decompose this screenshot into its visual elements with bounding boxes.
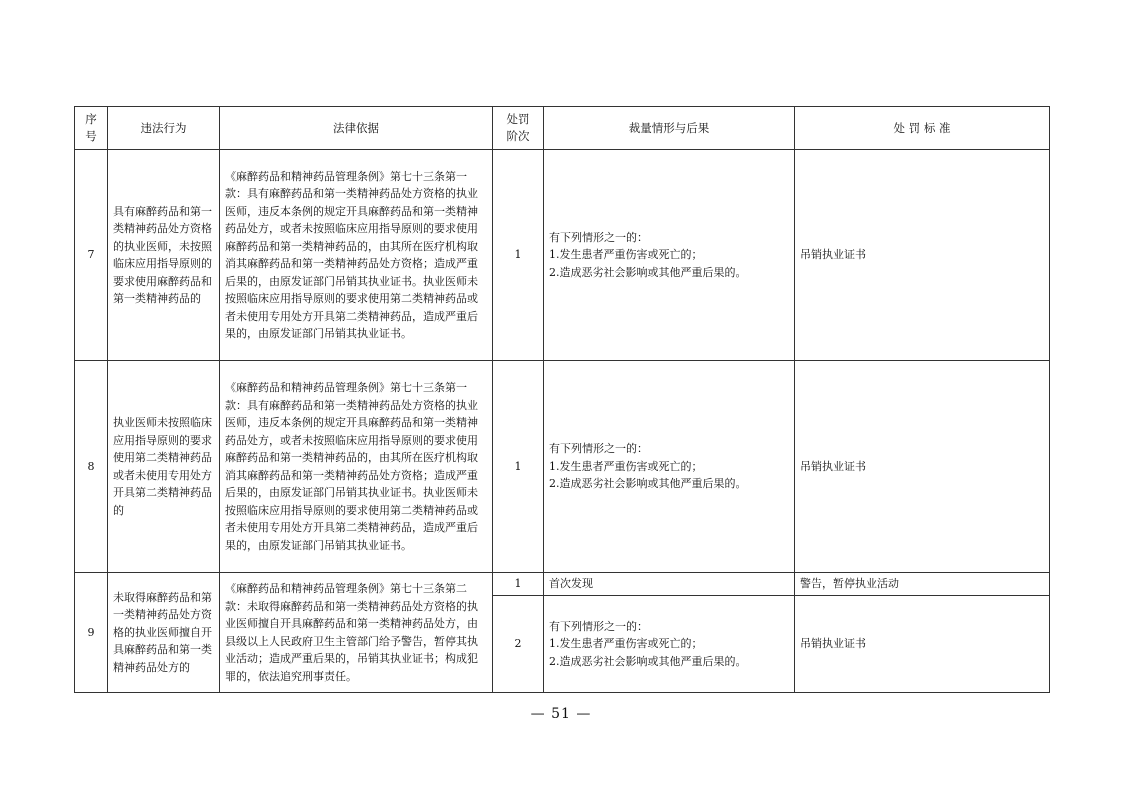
header-circumstances: 裁量情形与后果 [544, 107, 795, 150]
row-act: 执业医师未按照临床应用指导原则的要求使用第二类精神药品或者未使用专用处方开具第二类精神药品的 [108, 361, 220, 573]
row-circumstances: 首次发现 [544, 573, 795, 596]
row-times: 1 [493, 150, 544, 361]
row-standard: 吊销执业证书 [795, 596, 1050, 693]
row-basis: 《麻醉药品和精神药品管理条例》第七十三条第一款：具有麻醉药品和第一类精神药品处方资格的执业医师，违反本条例的规定开具麻醉药品和第一类精神药品处方，或者未按照临床应用指导原则的要求使用麻醉药品和第一类精神药品的，由其所在医疗机构取消其麻醉药品和第一类精神药品处方资格；造成严重后果的，由原发证部门吊销其执业证书。执业医师未按照临床应用指导原则的要求使用第二类精神药品或者未使用专用处方开具第二类精神药品，造成严重后果的，由原发证部门吊销其执业证书。 [220, 150, 493, 361]
row-circumstances: 有下列情形之一的： 1.发生患者严重伤害或死亡的； 2.造成恶劣社会影响或其他严重后果的。 [544, 361, 795, 573]
header-standard: 处 罚 标 准 [795, 107, 1050, 150]
row-times: 2 [493, 596, 544, 693]
row-act: 具有麻醉药品和第一类精神药品处方资格的执业医师，未按照临床应用指导原则的要求使用麻醉药品和第一类精神药品的 [108, 150, 220, 361]
table-row [75, 150, 1050, 361]
row-standard: 警告，暂停执业活动 [795, 573, 1050, 596]
page-number: — 51 — [530, 706, 592, 722]
header-no: 序 号 [75, 107, 108, 150]
row-times: 1 [493, 573, 544, 596]
row-standard: 吊销执业证书 [795, 150, 1050, 361]
row-times: 1 [493, 361, 544, 573]
table-header-row [75, 107, 1050, 150]
row-no: 7 [75, 150, 108, 361]
row-basis: 《麻醉药品和精神药品管理条例》第七十三条第一款：具有麻醉药品和第一类精神药品处方资格的执业医师，违反本条例的规定开具麻醉药品和第一类精神药品处方，或者未按照临床应用指导原则的要求使用麻醉药品和第一类精神药品的，由其所在医疗机构取消其麻醉药品和第一类精神药品处方资格；造成严重后果的，由原发证部门吊销其执业证书。执业医师未按照临床应用指导原则的要求使用第二类精神药品或者未使用专用处方开具第二类精神药品，造成严重后果的，由原发证部门吊销其执业证书。 [220, 361, 493, 573]
row-circumstances: 有下列情形之一的： 1.发生患者严重伤害或死亡的； 2.造成恶劣社会影响或其他严重后果的。 [544, 150, 795, 361]
header-times: 处罚 阶次 [493, 107, 544, 150]
header-act: 违法行为 [108, 107, 220, 150]
row-circumstances: 有下列情形之一的： 1.发生患者严重伤害或死亡的； 2.造成恶劣社会影响或其他严重后果的。 [544, 596, 795, 693]
table-row [75, 573, 1050, 596]
row-no: 8 [75, 361, 108, 573]
table-row [75, 361, 1050, 573]
row-act: 未取得麻醉药品和第一类精神药品处方资格的执业医师擅自开具麻醉药品和第一类精神药品处方的 [108, 573, 220, 693]
header-basis: 法律依据 [220, 107, 493, 150]
row-basis: 《麻醉药品和精神药品管理条例》第七十三条第二款：未取得麻醉药品和第一类精神药品处方资格的执业医师擅自开具麻醉药品和第一类精神药品处方，由县级以上人民政府卫生主管部门给予警告，暂停其执业活动；造成严重后果的，吊销其执业证书；构成犯罪的，依法追究刑事责任。 [220, 573, 493, 693]
row-standard: 吊销执业证书 [795, 361, 1050, 573]
penalty-table [74, 106, 1050, 693]
row-no: 9 [75, 573, 108, 693]
